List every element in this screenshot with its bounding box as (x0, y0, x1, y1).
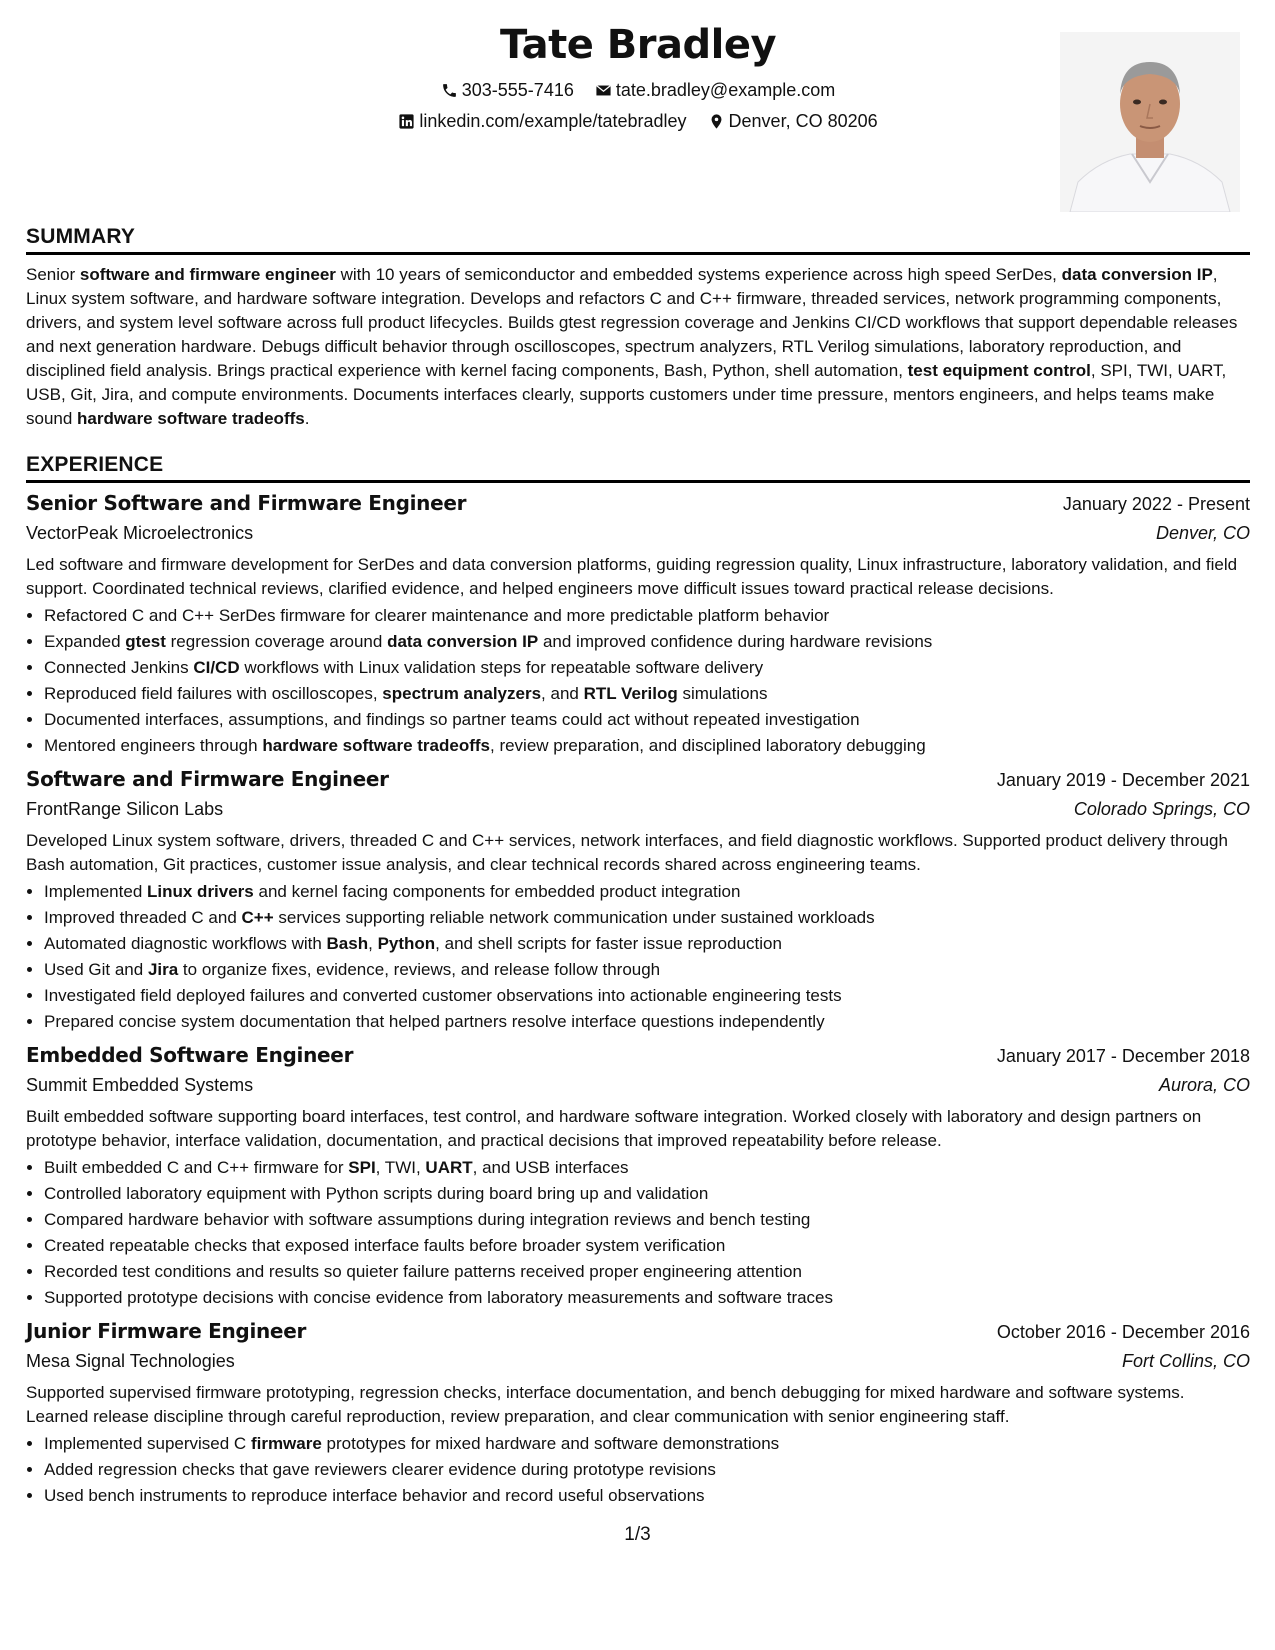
job-bullets (26, 879, 1250, 1035)
bullet-item (44, 733, 1250, 759)
emphasized-text: Jira (147, 960, 179, 979)
email-contact[interactable] (595, 80, 835, 101)
text-run: Refactored C and C++ SerDes firmware for clearer maintenance and more predictable platform behavior (44, 606, 830, 625)
bullet-item (44, 1181, 1250, 1207)
job-company-row (26, 1351, 1250, 1372)
emphasized-text: UART (425, 1158, 473, 1177)
job-location: Fort Collins, CO (1121, 1351, 1250, 1371)
text-run: Added regression checks that gave reviewers clearer evidence during prototype revisions (44, 1460, 716, 1479)
job-company-row (26, 523, 1250, 544)
text-run: regression coverage around (165, 632, 388, 651)
summary-heading: SUMMARY (26, 225, 1250, 255)
emphasized-text: hardware software tradeoffs (77, 409, 305, 428)
linkedin-icon (398, 113, 415, 130)
text-run: Mentored engineers through (44, 736, 263, 755)
emphasized-text: data conversion IP (1061, 265, 1213, 284)
job-header-row (26, 767, 1250, 791)
job-bullets (26, 1155, 1250, 1311)
job-dates: January 2017 - December 2018 (996, 1046, 1250, 1066)
text-run: Recorded test conditions and results so quieter failure patterns received proper engineering attention (44, 1262, 802, 1281)
job-title: Junior Firmware Engineer (26, 1319, 307, 1343)
job-description: Developed Linux system software, drivers, threaded C and C++ services, network interfaces, and field diagnostic workflows. Supported product delivery through Bash automation, Git practices, customer issue analysis, and clear technical records shared across engineering teams. (26, 831, 1228, 874)
emphasized-text: C++ (241, 908, 274, 927)
job-dates: January 2022 - Present (1062, 494, 1250, 514)
job-entry (26, 1319, 1250, 1509)
bullet-item (44, 1483, 1250, 1509)
text-run: Created repeatable checks that exposed interface faults before broader system verification (44, 1236, 726, 1255)
company-name: VectorPeak Microelectronics (26, 523, 254, 543)
emphasized-text: data conversion IP (387, 632, 539, 651)
company-name: Summit Embedded Systems (26, 1075, 254, 1095)
job-description: Built embedded software supporting board interfaces, test control, and hardware software integration. Worked closely with laboratory and design partners on prototype behavior, interface validation, documentation, and practical decisions that improved repeatability before release. (26, 1107, 1202, 1150)
text-run: Senior (26, 265, 80, 284)
linkedin-link[interactable]: linkedin.com/example/tatebradley (419, 111, 687, 131)
location-text: Denver, CO 80206 (728, 111, 878, 131)
text-run: , SPI, TWI, UART, USB, Git, Jira, and compute environments. Documents interfaces clearly, supports customers under time pressure, mentors engineers, and helps teams make sound (26, 361, 1227, 428)
phone-contact (441, 80, 574, 101)
text-run: Improved threaded C and (44, 908, 242, 927)
profile-photo (1060, 32, 1240, 212)
text-run: Implemented (44, 882, 147, 901)
bullet-item (44, 655, 1250, 681)
map-marker-icon (708, 113, 725, 130)
text-run: , TWI, (375, 1158, 426, 1177)
phone-icon (441, 82, 458, 99)
page-number: 1/3 (624, 1524, 651, 1545)
text-run: and improved confidence during hardware revisions (538, 632, 933, 651)
bullet-item (44, 1233, 1250, 1259)
bullet-item (44, 1285, 1250, 1311)
emphasized-text: Python (377, 934, 436, 953)
bullet-item (44, 1259, 1250, 1285)
resume-page (26, 0, 1250, 1650)
emphasized-text: spectrum analyzers (382, 684, 542, 703)
text-run: Reproduced field failures with oscilloscopes, (44, 684, 383, 703)
emphasized-text: Bash (326, 934, 369, 953)
job-title: Embedded Software Engineer (26, 1043, 354, 1067)
text-run: Automated diagnostic workflows with (44, 934, 327, 953)
text-run: prototypes for mixed hardware and software demonstrations (321, 1434, 780, 1453)
company-name: FrontRange Silicon Labs (26, 799, 224, 819)
bullet-item (44, 707, 1250, 733)
job-header-row (26, 1043, 1250, 1067)
text-run: simulations (677, 684, 768, 703)
bullet-item (44, 681, 1250, 707)
phone-text: 303-555-7416 (461, 80, 574, 100)
job-header-row (26, 491, 1250, 515)
job-bullets (26, 1431, 1250, 1509)
emphasized-text: firmware (250, 1434, 322, 1453)
job-header-row (26, 1319, 1250, 1343)
job-title: Software and Firmware Engineer (26, 767, 389, 791)
bullet-item (44, 629, 1250, 655)
envelope-icon (595, 82, 612, 99)
job-description: Led software and firmware development for SerDes and data conversion platforms, guiding regression quality, Linux infrastructure, laboratory validation, and field support. Coordinated technical reviews, clarified evidence, and helped engineers move difficult issues toward practical release decisions. (26, 555, 1238, 598)
bullet-item (44, 1431, 1250, 1457)
job-title: Senior Software and Firmware Engineer (26, 491, 467, 515)
text-run: Supported prototype decisions with concise evidence from laboratory measurements and software traces (44, 1288, 834, 1307)
location-contact (708, 111, 878, 132)
emphasized-text: gtest (125, 632, 166, 651)
experience-section (26, 453, 1250, 1509)
job-entry (26, 1043, 1250, 1311)
job-company-row (26, 1075, 1250, 1096)
job-dates: January 2019 - December 2021 (996, 770, 1250, 790)
text-run: Compared hardware behavior with software assumptions during integration reviews and bench testing (44, 1210, 811, 1229)
text-run: , and shell scripts for faster issue reproduction (435, 934, 782, 953)
resume-header (26, 0, 1250, 215)
bullet-item (44, 905, 1250, 931)
text-run: Implemented supervised C (44, 1434, 251, 1453)
job-dates: October 2016 - December 2016 (996, 1322, 1250, 1342)
text-run: Investigated field deployed failures and converted customer observations into actionable engineering tests (44, 986, 842, 1005)
text-run: Built embedded C and C++ firmware for (44, 1158, 349, 1177)
text-run: Connected Jenkins (44, 658, 194, 677)
bullet-item (44, 1155, 1250, 1181)
bullet-item (44, 1009, 1250, 1035)
text-run: , (368, 934, 378, 953)
job-location: Denver, CO (1155, 523, 1250, 543)
job-location: Aurora, CO (1158, 1075, 1250, 1095)
experience-heading: EXPERIENCE (26, 453, 1250, 483)
emphasized-text: software and firmware engineer (79, 265, 336, 284)
text-run: , and USB interfaces (472, 1158, 629, 1177)
text-run: Used bench instruments to reproduce interface behavior and record useful observations (44, 1486, 705, 1505)
bullet-item (44, 983, 1250, 1009)
text-run: to organize fixes, evidence, reviews, and release follow through (178, 960, 661, 979)
job-description: Supported supervised firmware prototyping, regression checks, interface documentation, and bench debugging for mixed hardware and software systems. Learned release discipline through careful reproduction, review preparation, and clear communication with senior engineering staff. (26, 1383, 1185, 1426)
job-entry (26, 491, 1250, 759)
company-name: Mesa Signal Technologies (26, 1351, 235, 1371)
text-run: Used Git and (44, 960, 148, 979)
candidate-name: Tate Bradley (499, 22, 777, 68)
emphasized-text: hardware software tradeoffs (262, 736, 490, 755)
text-run: , Linux system software, and hardware software integration. Develops and refactors C and C++ firmware, threaded services, network programming components, drivers, and system level software across full product lifecycles. Builds gtest regression coverage and Jenkins CI/CD workflows that support dependable releases and next generation hardware. Debugs difficult behavior through oscilloscopes, spectrum analyzers, RTL Verilog simulations, laboratory reproduction, and disciplined field analysis. Brings practical experience with kernel facing components, Bash, Python, shell automation, (26, 265, 1238, 380)
bullet-item (44, 879, 1250, 905)
job-location: Colorado Springs, CO (1073, 799, 1250, 819)
summary-text (26, 263, 1250, 431)
emphasized-text: CI/CD (193, 658, 240, 677)
text-run: Controlled laboratory equipment with Python scripts during board bring up and validation (44, 1184, 709, 1203)
bullet-item (44, 603, 1250, 629)
text-run: and kernel facing components for embedded product integration (253, 882, 741, 901)
bullet-item (44, 931, 1250, 957)
bullet-item (44, 957, 1250, 983)
summary-section (26, 225, 1250, 431)
emphasized-text: test equipment control (907, 361, 1091, 380)
text-run: , and (541, 684, 584, 703)
text-run: Documented interfaces, assumptions, and findings so partner teams could act without repeated investigation (44, 710, 860, 729)
emphasized-text: SPI (348, 1158, 376, 1177)
bullet-item (44, 1457, 1250, 1483)
job-company-row (26, 799, 1250, 820)
text-run: Expanded (44, 632, 126, 651)
emphasized-text: Linux drivers (147, 882, 254, 901)
email-link[interactable]: tate.bradley@example.com (615, 80, 836, 100)
job-list (26, 491, 1250, 1509)
text-run: services supporting reliable network communication under sustained workloads (273, 908, 875, 927)
text-run: with 10 years of semiconductor and embedded systems experience across high speed SerDes, (335, 265, 1062, 284)
bullet-item (44, 1207, 1250, 1233)
text-run: , review preparation, and disciplined laboratory debugging (490, 736, 926, 755)
text-run: Prepared concise system documentation that helped partners resolve interface questions independently (44, 1012, 825, 1031)
text-run: . (304, 409, 310, 428)
emphasized-text: RTL Verilog (583, 684, 678, 703)
job-bullets (26, 603, 1250, 759)
job-entry (26, 767, 1250, 1035)
linkedin-contact[interactable] (398, 111, 686, 132)
text-run: workflows with Linux validation steps for repeatable software delivery (239, 658, 764, 677)
